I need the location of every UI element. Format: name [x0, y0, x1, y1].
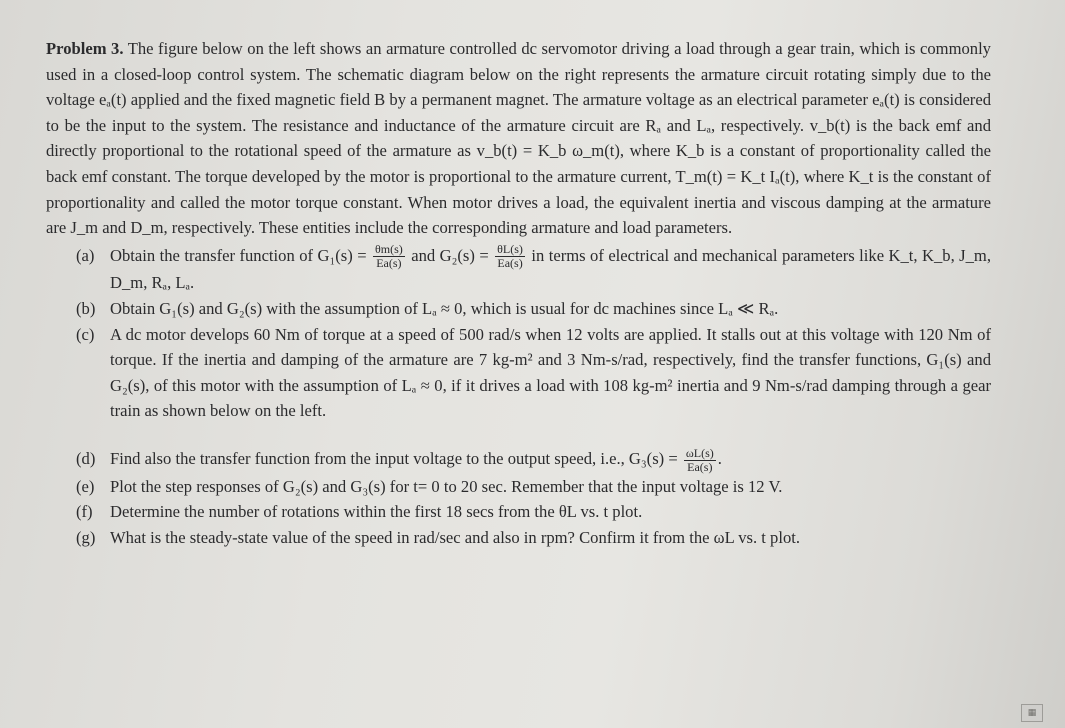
screen-corner-icon: ▦: [1021, 704, 1043, 722]
part-e-text: Plot the step responses of G₂(s) and G₃(s) for t= 0 to 20 sec. Remember that the input voltage is 12 V.: [110, 476, 783, 496]
part-f-text: Determine the number of rotations within the first 18 secs from the θL vs. t plot.: [110, 502, 643, 522]
fraction-omega-l-over-ea: $\frac{\omega L(s)}{Ea(s)}$: [685, 445, 714, 474]
problem-intro-text: The figure below on the left shows an armature controlled dc servomotor driving a load through a gear train, which is commonly used in a closed-loop control system. The schematic diagram below on the right represents the armature circuit rotating simply due to the voltage eₐ(t) applied and the fixed magnetic field B by a permanent magnet. The armature voltage as an electrical parameter eₐ(t) is considered to be the input to the system. The resistance and inductance of the armature circuit are Rₐ and Lₐ, respectively. v_b(t) is the back emf and directly proportional to the rotational speed of the armature as v_b(t) = K_b ω_m(t), where K_b is a constant of proportionality called the back emf constant. The torque developed by the motor is proportional to the armature current, T_m(t) = K_t Iₐ(t), where K_t is the constant of proportionality and called the motor torque constant. When motor drives a load, the equivalent inertia and viscous damping at the armature are J_m and D_m, respectively. These entities include the corresponding armature and load parameters.: [46, 39, 991, 238]
part-b: [76, 296, 991, 322]
part-a-label: (a): [76, 245, 95, 265]
part-b-label: (b): [76, 299, 96, 319]
fraction-theta-l-over-ea: $\frac{\theta L(s)}{Ea(s)}$: [497, 242, 523, 271]
part-c-text: A dc motor develops 60 Nm of torque at a speed of 500 rad/s when 12 volts are applied. It stalls out at this voltage with 120 Nm of torque. If the inertia and damping of the armature are 7 kg-m² and 3 Nm-s/rad, respectively, find the transfer functions, G₁(s) and G₂(s), of this motor with the assumption of Lₐ ≈ 0, if it drives a load with 108 kg-m² inertia and 9 Nm-s/rad damping through a gear train as shown below on the left.: [110, 324, 991, 421]
part-g-label: (g): [76, 527, 96, 547]
fraction-theta-m-over-ea: $\frac{\theta m(s)}{Ea(s)}$: [375, 242, 403, 271]
problem-document: [46, 36, 991, 550]
part-d-text-post: .: [717, 449, 722, 468]
part-e-label: (e): [76, 476, 95, 496]
part-f: [76, 499, 991, 525]
part-b-text: Obtain G₁(s) and G₂(s) with the assumption of Lₐ ≈ 0, which is usual for dc machines since Lₐ ≪ Rₐ.: [110, 299, 779, 319]
problem-heading: Problem 3.: [46, 39, 124, 58]
part-a: [76, 243, 991, 296]
problem-parts-list: [76, 243, 991, 551]
part-e: [76, 474, 991, 500]
part-c: [76, 322, 991, 424]
part-d: [76, 446, 991, 474]
part-a-text-pre: Obtain the transfer function of G₁(s) =: [110, 245, 367, 265]
part-a-text-mid: and G₂(s) =: [411, 245, 489, 265]
part-a-text-post: in terms of electrical and mechanical parameters like K_t, K_b, J_m, D_m, Rₐ, Lₐ.: [110, 245, 991, 293]
part-c-label: (c): [76, 324, 95, 344]
part-d-label: (d): [76, 449, 96, 468]
part-d-text-pre: Find also the transfer function from the input voltage to the output speed, i.e., G₃(s) =: [110, 449, 678, 468]
problem-intro-paragraph: [46, 36, 991, 241]
part-g-text: What is the steady-state value of the speed in rad/sec and also in rpm? Confirm it from the ωL vs. t plot.: [110, 527, 801, 547]
part-f-label: (f): [76, 502, 93, 522]
part-g: [76, 525, 991, 551]
